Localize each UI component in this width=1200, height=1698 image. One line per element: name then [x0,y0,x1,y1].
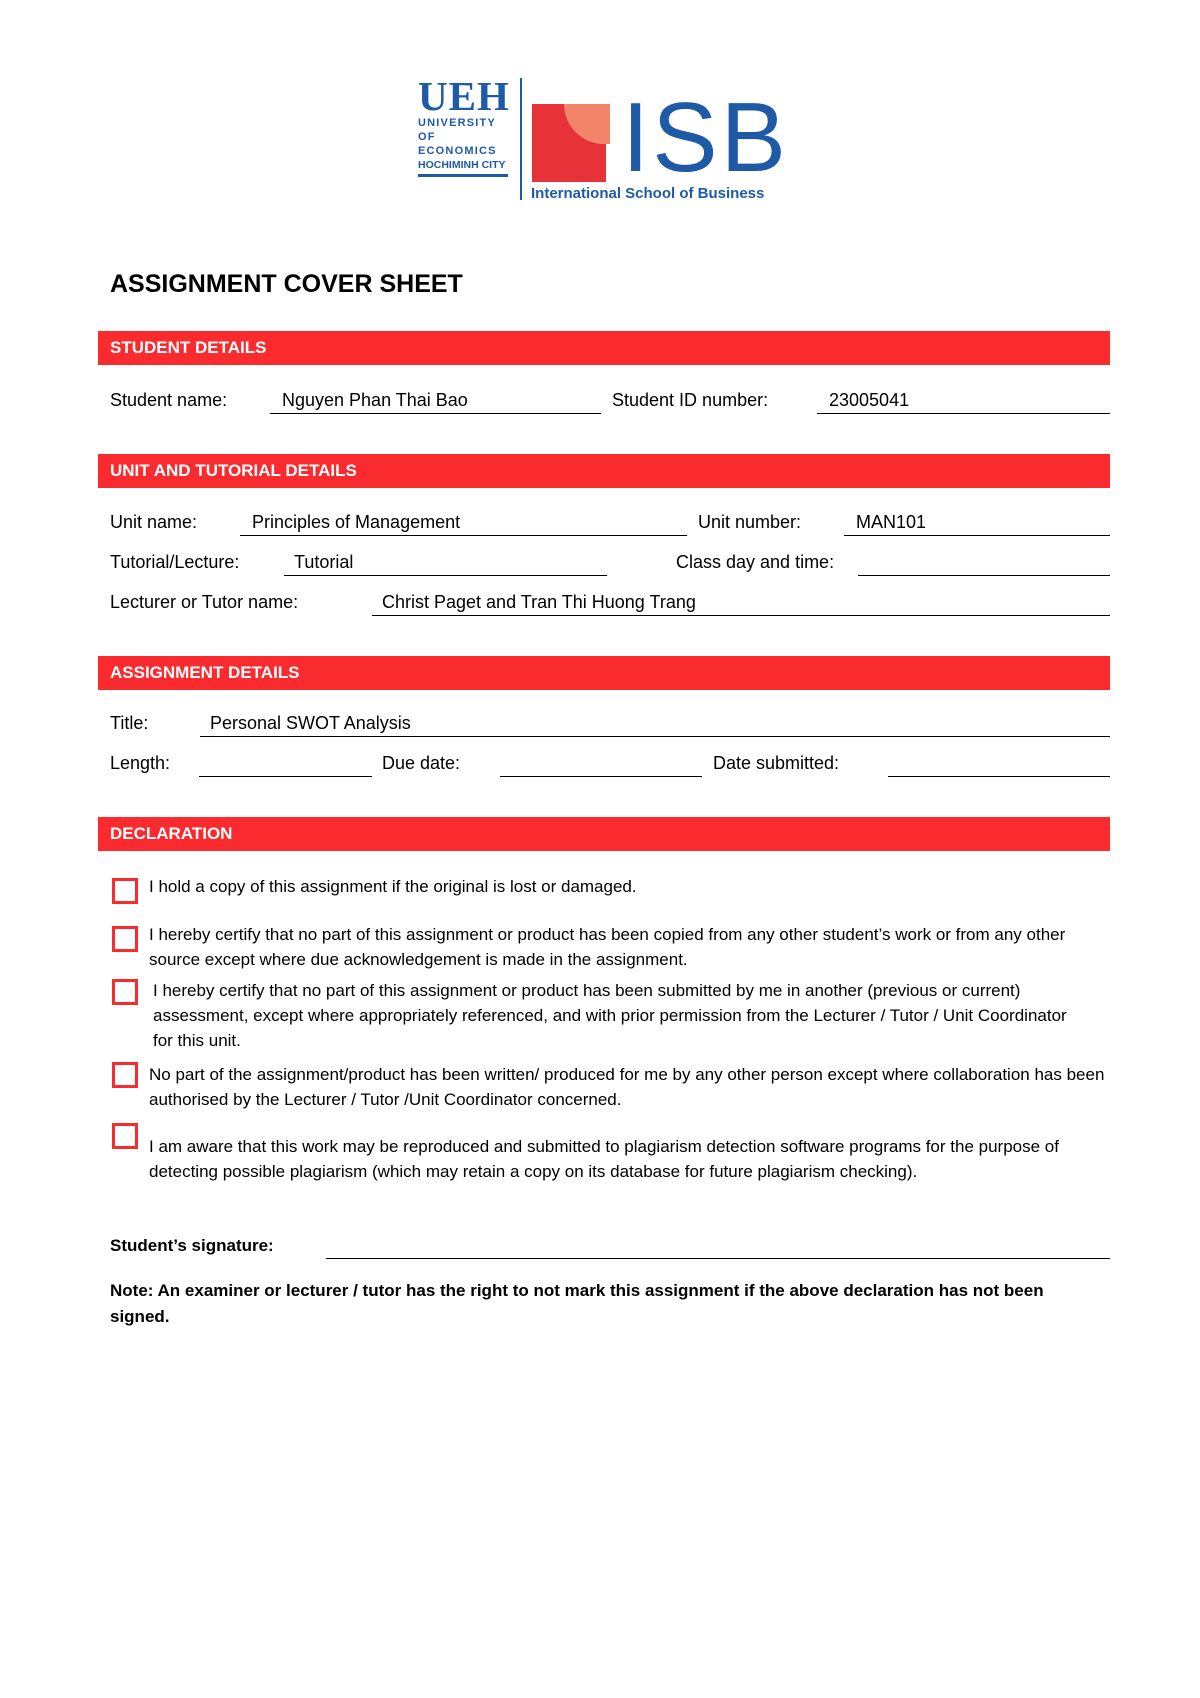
declaration-checkbox[interactable] [112,1062,138,1088]
declaration-text: I hereby certify that no part of this assignment or product has been copied from any other student’s work or from any other source except where due acknowledgement is made in the assignment. [149,925,1066,969]
declaration-checkbox[interactable] [112,979,138,1005]
length-label: Length: [110,753,171,773]
student-name-label: Student name: [110,390,228,410]
tutorial-lecture-label: Tutorial/Lecture: [110,552,240,572]
signature-line[interactable] [326,1257,1110,1259]
logo-divider [520,78,522,200]
section-header-student-details: STUDENT DETAILS [98,331,1110,365]
date-submitted-field[interactable] [888,753,1110,777]
section-header-declaration: DECLARATION [98,817,1110,851]
isb-logo-caption: International School of Business [531,185,765,202]
signature-label: Student’s signature: [110,1236,274,1255]
lecturer-name-field[interactable]: Christ Paget and Tran Thi Huong Trang [372,592,1110,616]
title-label: Title: [110,713,149,733]
declaration-text: I hold a copy of this assignment if the original is lost or damaged. [149,877,637,896]
isb-logo-title: ISB [622,82,789,192]
tutorial-lecture-field[interactable]: Tutorial [284,552,607,576]
due-date-field[interactable] [500,753,702,777]
declaration-checkbox[interactable] [112,1123,138,1149]
student-id-label: Student ID number: [612,390,769,410]
ueh-logo-line: HOCHIMINH CITY [418,159,506,171]
length-field[interactable] [199,753,372,777]
page-title: ASSIGNMENT COVER SHEET [110,270,463,298]
ueh-logo-rule [418,174,508,177]
declaration-checkbox[interactable] [112,878,138,904]
due-date-label: Due date: [382,753,461,773]
section-header-assignment-details: ASSIGNMENT DETAILS [98,656,1110,690]
ueh-logo-line: ECONOMICS [418,145,497,157]
lecturer-name-label: Lecturer or Tutor name: [110,592,299,612]
declaration-text: I am aware that this work may be reproduced and submitted to plagiarism detection software programs for the purpose of detecting possible plagiarism (which may retain a copy on its database for future plagiarism checking). [149,1137,1059,1181]
declaration-note: Note: An examiner or lecturer / tutor has the right to not mark this assignment if the above declaration has not been signed. [110,1281,1044,1326]
declaration-checkbox[interactable] [112,926,138,952]
declaration-text: I hereby certify that no part of this assignment or product has been submitted by me in another (previous or current) assessment, except where appropriately referenced, and with prior permission from the Lecturer / Tutor / Unit Coordinator for this unit. [153,981,1067,1050]
student-id-field[interactable]: 23005041 [817,390,1110,414]
unit-number-field[interactable]: MAN101 [844,512,1110,536]
unit-name-field[interactable]: Principles of Management [240,512,687,536]
ueh-logo [418,73,510,177]
class-day-time-label: Class day and time: [676,552,835,572]
ueh-logo-line: UNIVERSITY OF [418,117,496,143]
isb-logo-mark-icon [532,104,612,182]
ueh-logo-title: UEH [418,73,510,119]
section-header-unit-details: UNIT AND TUTORIAL DETAILS [98,454,1110,488]
unit-number-label: Unit number: [698,512,802,532]
class-day-time-field[interactable] [858,552,1110,576]
declaration-text: No part of the assignment/product has been written/ produced for me by any other person except where collaboration has been authorised by the Lecturer / Tutor /Unit Coordinator concerned. [149,1065,1105,1109]
date-submitted-label: Date submitted: [713,753,840,773]
assignment-title-field[interactable]: Personal SWOT Analysis [200,713,1110,737]
student-name-field[interactable]: Nguyen Phan Thai Bao [270,390,601,414]
unit-name-label: Unit name: [110,512,198,532]
